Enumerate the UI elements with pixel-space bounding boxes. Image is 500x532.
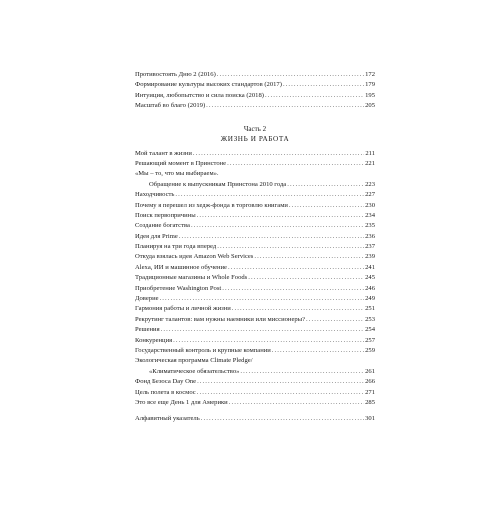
toc-leader <box>179 232 364 242</box>
toc-entry-page: 234 <box>365 211 375 219</box>
toc-entry-title: Alexa, ИИ и машинное обучение <box>135 263 227 271</box>
toc-entry[interactable] <box>135 101 375 111</box>
toc-entry-title: Интуиция, любопытство и сила поиска (2018) <box>135 91 264 99</box>
toc-leader <box>254 252 364 262</box>
toc-leader <box>217 70 364 80</box>
toc-entry-page: 259 <box>365 346 375 354</box>
toc-leader <box>201 414 364 424</box>
toc-entry-page: 205 <box>365 102 375 110</box>
toc-entry-page: 211 <box>365 149 375 157</box>
toc-entry-page: 236 <box>365 232 375 240</box>
toc-entry[interactable] <box>135 284 375 294</box>
toc-leader <box>227 159 364 169</box>
toc-leader <box>287 180 364 190</box>
toc-entry-page: 261 <box>365 367 375 375</box>
toc-entry-title: Масштаб во благо (2019) <box>135 102 206 110</box>
toc-leader <box>228 263 364 273</box>
toc-leader <box>160 294 365 304</box>
toc-entry[interactable] <box>135 263 375 273</box>
toc-entry[interactable] <box>135 80 375 90</box>
toc-entry[interactable] <box>135 211 375 221</box>
toc-entry-title: Идея для Prime <box>135 232 178 240</box>
toc-entry-title: «Мы – то, что мы выбираем». <box>135 170 219 178</box>
toc-entry-title: Государственный контроль и крупные компании <box>135 346 271 354</box>
toc-entry-page: 241 <box>365 263 375 271</box>
toc-leader <box>229 398 364 408</box>
toc-entry-index[interactable] <box>135 414 375 424</box>
toc-entry[interactable] <box>135 273 375 283</box>
toc-entry[interactable] <box>135 252 375 262</box>
toc-leader <box>197 377 364 387</box>
toc-entry-page: 257 <box>365 336 375 344</box>
toc-entry-title: Формирование культуры высоких стандартов (2017) <box>135 81 282 89</box>
toc-entry-title: Фонд Безоса Day One <box>135 378 197 386</box>
toc-entry[interactable] <box>135 201 375 211</box>
toc-entry[interactable] <box>135 232 375 242</box>
toc-entry-title: Планируя на три года вперед <box>135 243 217 251</box>
toc-leader <box>161 325 365 335</box>
toc-entry-page: 253 <box>365 315 375 323</box>
toc-entry-page: 249 <box>365 295 375 303</box>
toc-entry-title: Гармония работы и личной жизни <box>135 305 231 313</box>
table-of-contents <box>135 70 375 425</box>
toc-entry[interactable] <box>135 180 375 190</box>
toc-entry-title: Это все еще День 1 для Америки <box>135 398 228 406</box>
toc-entry-page: 237 <box>365 243 375 251</box>
toc-entry-title: Решения <box>135 326 160 334</box>
toc-entry[interactable] <box>135 91 375 101</box>
toc-leader <box>193 149 364 159</box>
toc-leader <box>306 315 364 325</box>
toc-leader <box>217 242 364 252</box>
toc-entry-title: Почему я перешел из хедж-фонда в торговлю книгами <box>135 201 288 209</box>
toc-leader <box>222 284 364 294</box>
toc-leader <box>197 211 364 221</box>
toc-entry-title: Доверие <box>135 295 159 303</box>
toc-entry-page: 172 <box>365 71 375 78</box>
toc-entry-title: Конкуренция <box>135 336 173 344</box>
toc-entry[interactable] <box>135 325 375 335</box>
toc-entry-page: 227 <box>365 191 375 199</box>
toc-entry[interactable] <box>135 190 375 200</box>
toc-entry-title: Создание богатства <box>135 222 190 230</box>
toc-entry[interactable] <box>135 315 375 325</box>
toc-entry-page: 246 <box>365 284 375 292</box>
toc-entry-page: 254 <box>365 326 375 334</box>
toc-entry-page: 179 <box>365 81 375 89</box>
toc-entry-title: Поиск первопричины <box>135 211 196 219</box>
toc-entry-title: Противостоять Дню 2 (2016) <box>135 71 216 78</box>
toc-entry-title: Экологическая программа Climate Pledge/ <box>135 357 253 365</box>
toc-entry-title: Приобретение Washington Post <box>135 284 222 292</box>
toc-leader <box>197 388 364 398</box>
toc-entry-line[interactable] <box>135 356 375 366</box>
toc-top-entries <box>135 70 375 112</box>
part-title: ЖИЗНЬ И РАБОТА <box>220 134 290 143</box>
toc-entry-title: Откуда взялась идея Amazon Web Services <box>135 253 254 261</box>
toc-leader <box>240 367 364 377</box>
toc-entry-title: Обращение к выпускникам Принстона 2010 года <box>149 180 287 188</box>
toc-entry-title: Традиционные магазины и Whole Foods <box>135 274 248 282</box>
toc-entry-page: 239 <box>365 253 375 261</box>
toc-entry-title: Рекрутинг талантов: вам нужны наемники или миссионеры? <box>135 315 306 323</box>
toc-leader <box>206 101 364 111</box>
toc-entry-page: 221 <box>365 159 375 167</box>
toc-entry[interactable] <box>135 304 375 314</box>
toc-entry[interactable] <box>135 367 375 377</box>
toc-entry[interactable] <box>135 242 375 252</box>
toc-entry-page: 230 <box>365 201 375 209</box>
toc-entry-page: 223 <box>365 180 375 188</box>
toc-entry[interactable] <box>135 388 375 398</box>
toc-entry[interactable] <box>135 221 375 231</box>
toc-entry-page: 301 <box>365 415 375 423</box>
toc-entry-page: 266 <box>365 378 375 386</box>
toc-entry-title: «Климатическое обязательство» <box>149 367 240 375</box>
toc-leader <box>232 304 364 314</box>
toc-entry[interactable] <box>135 70 375 80</box>
toc-entry-page: 235 <box>365 222 375 230</box>
toc-leader <box>248 273 364 283</box>
toc-entry-page: 245 <box>365 274 375 282</box>
toc-entry-page: 271 <box>365 388 375 396</box>
toc-entry-title: Цель полета в космос <box>135 388 196 396</box>
toc-entry[interactable] <box>135 159 375 169</box>
toc-leader <box>289 201 364 211</box>
toc-entry-page: 285 <box>365 398 375 406</box>
toc-entry-title: Алфавитный указатель <box>135 415 200 423</box>
toc-entry[interactable] <box>135 398 375 408</box>
toc-entry-line[interactable] <box>135 169 375 179</box>
toc-leader <box>283 80 364 90</box>
toc-entry[interactable] <box>135 377 375 387</box>
toc-entry[interactable] <box>135 149 375 159</box>
toc-leader <box>173 336 364 346</box>
toc-entry-page: 251 <box>365 305 375 313</box>
toc-entry-title: Находчивость <box>135 191 175 199</box>
toc-entry[interactable] <box>135 336 375 346</box>
toc-leader <box>175 190 364 200</box>
toc-part-entries <box>135 149 375 409</box>
toc-entry-page: 195 <box>365 91 375 99</box>
toc-entry[interactable] <box>135 294 375 304</box>
toc-entry[interactable] <box>135 346 375 356</box>
toc-entry-title: Решающий момент в Принстоне <box>135 159 227 167</box>
part-label: Часть 2 <box>243 124 267 133</box>
toc-leader <box>191 221 364 231</box>
toc-leader <box>265 91 364 101</box>
toc-entry-title: Мой талант в жизни <box>135 149 192 157</box>
toc-leader <box>272 346 364 356</box>
